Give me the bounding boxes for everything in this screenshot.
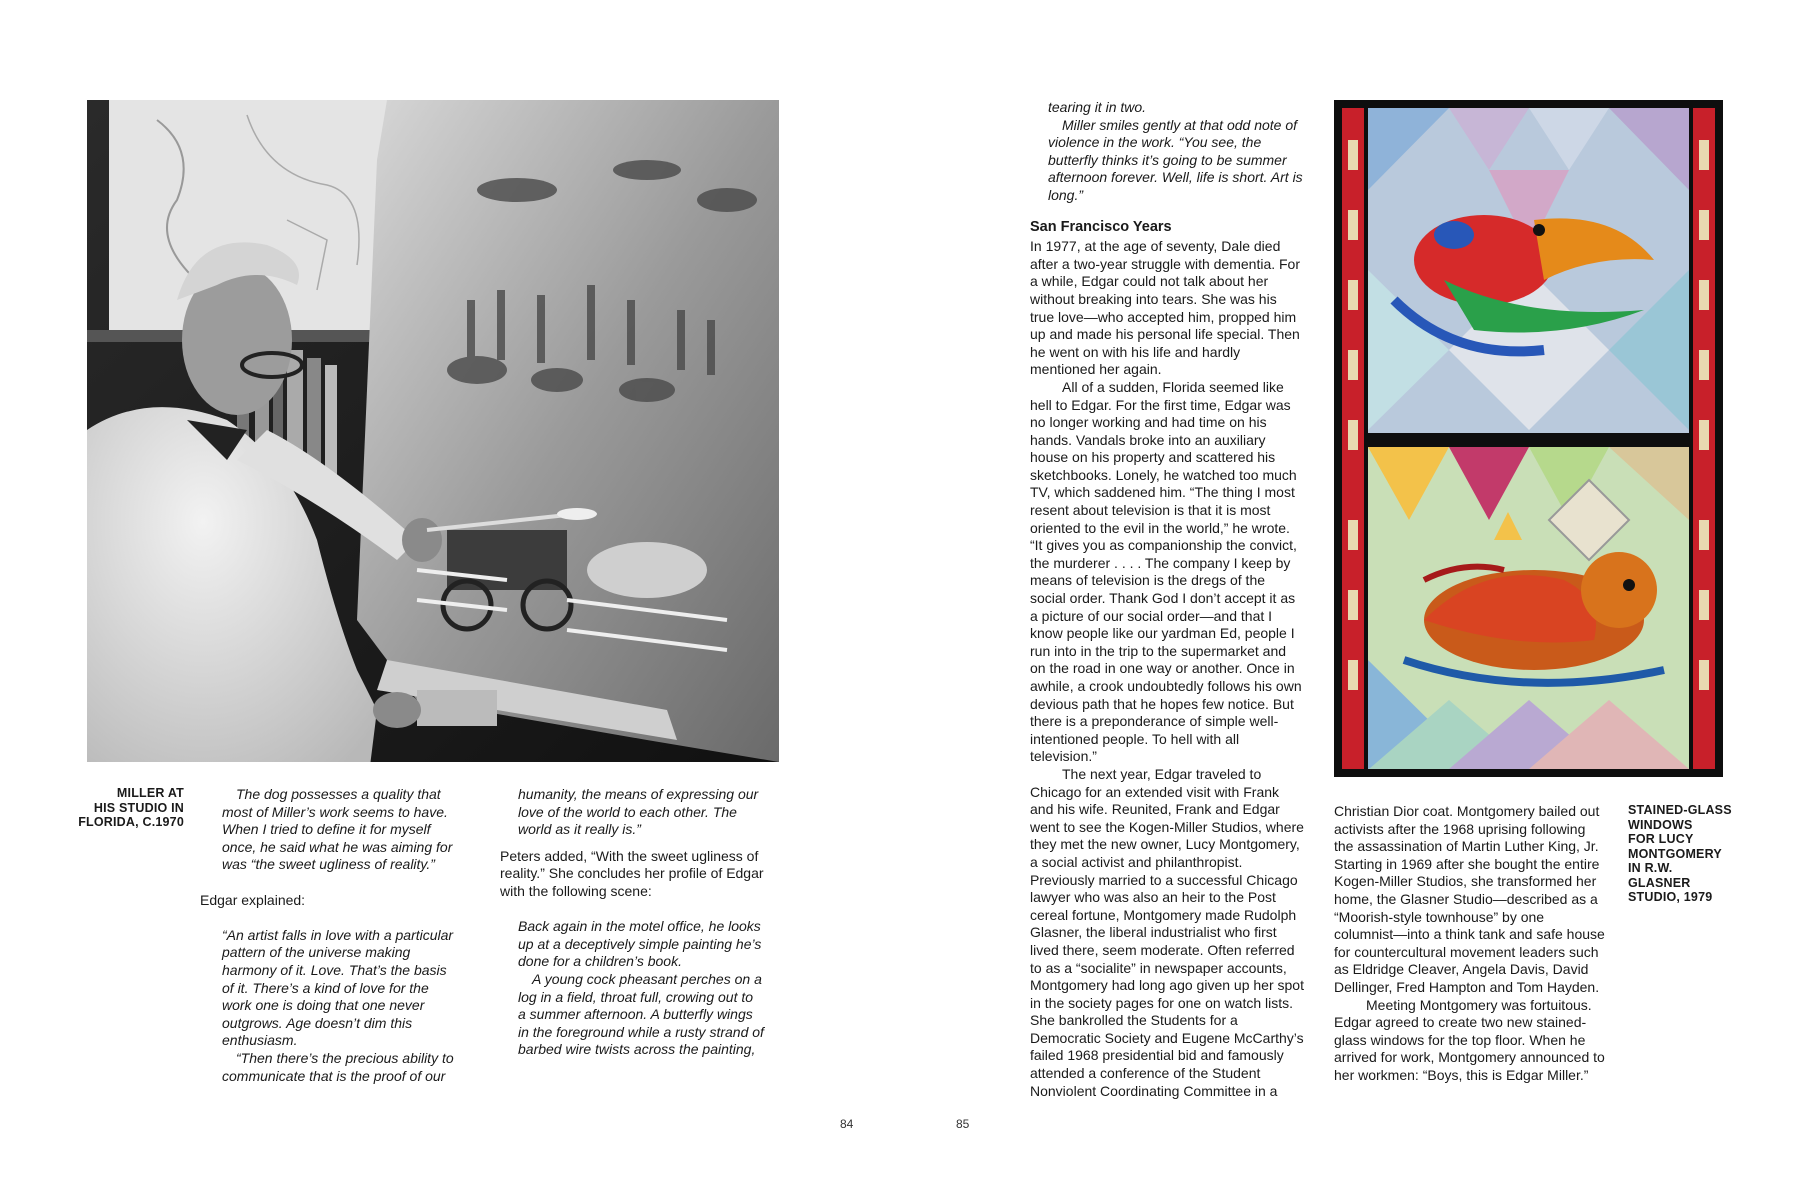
quote-paragraph: A young cock pheasant perches on a log in a field, throat full, crowing out to a summer afternoon. A butterfly wings in the foreground while a rusty strand of barbed wire twists across the painting,	[518, 970, 764, 1058]
paragraph: All of a sudden, Florida seemed like hell to Edgar. For the first time, Edgar was no longer working and had time on his hands. Vandals broke into an auxiliary house on his property and scattered his sketchbooks. Lonely, he watched too much TV, which saddened him. “The thing I most resent about television is that it is most oriented to the evil in the world,” he wrote. “It gives you as companionship the convict, the murderer . . . . The company I keep by means of television is the dregs of the social order. Thank God I don’t accept it as a picture of our social order—and that I know people like our yardman Ed, people I run into in the trip to the supermarket and on the road in one way or another. Once in awhile, a crook undoubtedly follows his own devious path that he hopes few notice. But there is a preponderance of simple well-intentioned people. To hell with all television.”	[1030, 378, 1302, 765]
paragraph: In 1977, at the age of seventy, Dale died after a two-year struggle with dementia. For a while, Edgar could not talk about her without breaking into tears. She was his true love—who accepted him, propped him up and made his personal life special. Then he went on with his life and hardly mentioned her again.	[1030, 238, 1301, 378]
right-column-2	[1334, 803, 1606, 1085]
quote-paragraph: humanity, the means of expressing our love of the world to each other. The world as it really is.”	[518, 786, 759, 838]
right-column-1	[1030, 99, 1304, 1100]
section-heading: San Francisco Years	[1030, 218, 1172, 235]
stained-glass-photo	[1334, 100, 1723, 777]
quote-paragraph: “An artist falls in love with a particular pattern of the universe making harmony of it. Love. That’s the basis of it. There’s a kind of love for the work one is doing that one never outgrows. Age doesn’t dim this enthusiasm.	[222, 926, 454, 1049]
miller-studio-photo	[87, 100, 779, 762]
quote-paragraph: “Then there’s the precious ability to communicate that is the proof of our	[222, 1049, 454, 1084]
paragraph: Meeting Montgomery was fortuitous. Edgar agreed to create two new stained-glass windows for the top floor. When he arrived for work, Montgomery announced to her workmen: “Boys, this is Edgar Miller.”	[1334, 996, 1605, 1083]
paragraph: The dog possesses a quality that most of Miller’s work seems to have. When I tried to define it for myself once, he said what he was aiming for was “the sweet ugliness of reality.”	[222, 786, 453, 873]
left-column-2	[500, 786, 764, 1059]
left-column-1	[200, 786, 460, 1085]
right-photo-caption: STAINED-GLASS WINDOWS FOR LUCY MONTGOMERY IN R.W. GLASNER STUDIO, 1979	[1628, 803, 1732, 904]
left-photo-caption: MILLER AT HIS STUDIO IN FLORIDA, C.1970	[78, 786, 184, 829]
quote-paragraph: Miller smiles gently at that odd note of violence in the work. “You see, the butterfly thinks it’s going to be summer afternoon forever. Well, life is short. Art is long.”	[1048, 116, 1303, 203]
paragraph: Peters added, “With the sweet ugliness of reality.” She concludes her profile of Edgar with the following scene:	[500, 847, 764, 899]
stained-glass-illustration	[1334, 100, 1723, 777]
quote-paragraph: tearing it in two.	[1048, 99, 1147, 115]
miller-painting-illustration	[87, 100, 779, 762]
paragraph: Christian Dior coat. Montgomery bailed out activists after the 1968 uprising following the assassination of Martin Luther King, Jr. Starting in 1969 after she bought the entire Kogen-Miller Studios, she transformed her home, the Glasner Studio—described as a “Moorish-style townhouse” by one columnist—into a think tank and safe house for countercultural movement leaders such as Eldridge Cleaver, Angela Davis, David Dellinger, Fred Hampton and Tom Hayden.	[1334, 803, 1605, 995]
quote-paragraph: Back again in the motel office, he looks up at a deceptively simple painting he’s done for a children’s book.	[518, 918, 762, 970]
paragraph: The next year, Edgar traveled to Chicago for an extended visit with Frank and his wife. Reunited, Frank and Edgar went to see the Kogen-Miller Studios, where they met the new owner, Lucy Montgomery, a social activist and philanthropist. Previously married to a successful Chicago lawyer who was also an heir to the Post cereal fortune, Montgomery made Rudolph Glasner, the liberal industrialist who first lived there, seem moderate. Often referred to as a “socialite” in newspaper accounts, Montgomery had long ago given up her spot in the society pages for one on watch lists. She bankrolled the Students for a Democratic Society and Eugene McCarthy’s failed 1968 presidential bid and famously attended a conference of the Student Nonviolent Coordinating Committee in a	[1030, 765, 1304, 1099]
paragraph: Edgar explained:	[200, 891, 306, 908]
page-number-left: 84	[840, 1117, 854, 1131]
page-number-right: 85	[956, 1117, 970, 1131]
